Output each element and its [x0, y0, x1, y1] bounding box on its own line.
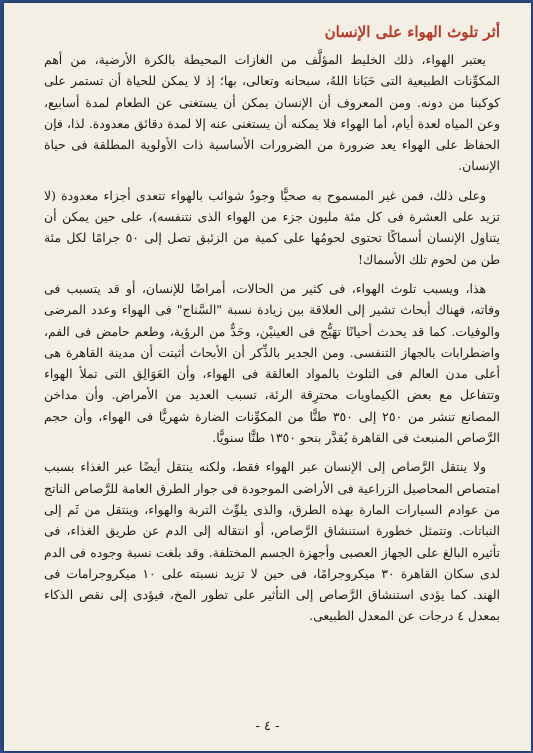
page-number: - ٤ - [255, 719, 280, 734]
paragraph-1: يعتبر الهواء، ذلك الخليط المؤلَّف من الغازات المحيطة بالكرة الأرضية، من أهم المكوِّنات الطبيعية التى حَبَانا اللهُ، سبحانه وتعالى، بها؛ إذ لا يمكن للحياة أن تستمر على كوكبنا من دونه. ومن المعروف أن الإنسان يمكن أن يستغنى عن الطعام لمدة أسابيع، وعن المياه لعدة أيام، أما الهواء فلا يمكنه أن يستغنى عنه إلا لمدة دقائق معدودة. لذا، فإن الحفاظ على الهواء يعد ضرورة من الضرورات الأساسية ذات الأولوية المطلقة فى حياة الإنسان. [44, 52, 500, 174]
paragraph-4: ولا ينتقل الرَّصاص إلى الإنسان عبر الهواء فقط، ولكنه ينتقل أيضًا عبر الغذاء بسبب امتصاص المحاصيل الزراعية فى الأراضى الموجودة فى جوار الطرق العامة للرَّصاص الناتج من عوادم السيارات المارة بهذه الطرق، والذى يلوِّث التربة والهواء، وينتقل من ثَم إلى النباتات. وتتمثل خطورة استنشاق الرَّصاص، أو انتقاله إلى الدم عن طريق الغذاء، فى تأثيره البالغ على الجهاز العصبى وأجهزة الجسم المختلفة. وقد بلغت نسبة وجوده فى الدم لدى سكان القاهرة ٣٠ ميكروجرامًا، فى حين لا تزيد نسبته على ١٠ ميكروجرامات فى الهند. كما يؤدى استنشاق الرَّصاص إلى التأثير على تطور المخ، فيؤدى إلى نقص الذكاء بمعدل ٤ درجات عن المعدل الطبيعى. [44, 459, 500, 624]
article-title: أثر تلوث الهواء على الإنسان [324, 23, 500, 41]
article-body [44, 21, 500, 635]
paragraph-2: وعلى ذلك، فمن غير المسموح به صحيًّا وجودُ شوائب بالهواء تتعدى أجزاء معدودة (لا تزيد على العشرة فى كل مئة مليون جزء من الهواء الذى نتنفسه)، على حين يمكن أن يتناول الإنسان أسماكًا تحتوى لحومُها على كمية من الزئبق تصل إلى ٥٠ جرامًا لكل مئة طن من لحوم تلك الأسماك! [44, 187, 500, 267]
paragraph-3: هذا، ويسبب تلوث الهواء، فى كثير من الحالات، أمراضًا للإنسان، أو قد يتسبب فى وفاته، فهناك أبحاث تشير إلى العلاقة بين زيادة نسبة "السَّناج" فى الهواء وعدد المرضى والوفيات. كما قد يحدث أحيانًا تهَيُّج فى العينيْن، وحَدٌّ من الرؤية، وطعم حامض فى الفم، واضطرابات بالجهاز التنفسى. ومن الجدير بالذِّكر أن الأبحاث أثبتت أن مدينة القاهرة هى أعلى مدن العالم فى التلوث بالمواد العالقة فى الهواء، وأن العَوَالِق التى تملأ الهواء وتتفاعل مع بعض الكيماويات محترِقة الرئة، تسبب العديد من الأمراض. وأن مداخن المصانع تنشر من ٢٥٠ إلى ٣٥٠ طنًّا من المكوِّنات الضارة شهريًّا فى الهواء، وأن حجم الرَّصاص المنبعث فى القاهرة يُقدَّر بنحو ١٣٥٠ طنًّا سنويًّا. [44, 280, 500, 446]
book-page [4, 3, 531, 751]
